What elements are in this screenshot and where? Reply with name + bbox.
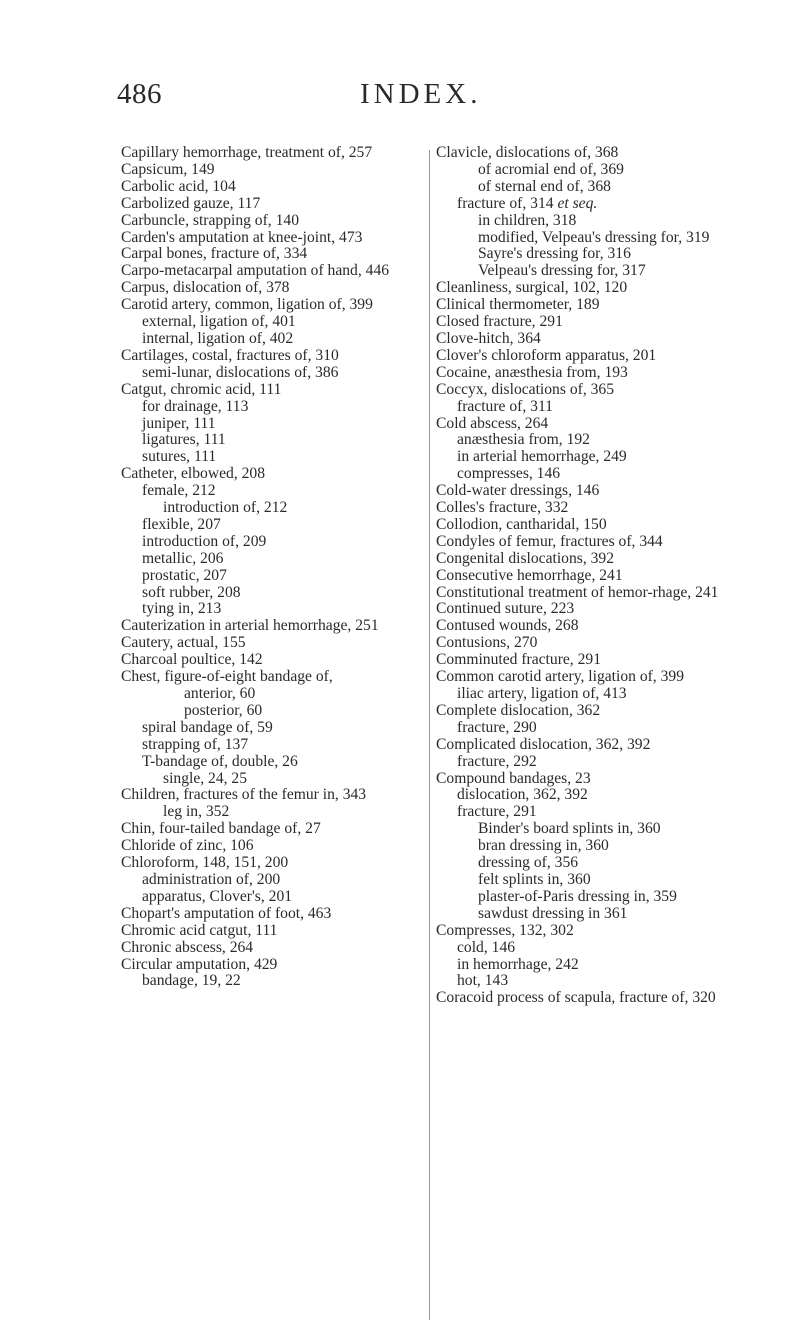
index-entry: juniper, 111 <box>142 414 216 432</box>
index-entry: Cold-water dressings, 146 <box>436 482 600 500</box>
index-entry: Chin, four-tailed bandage of, 27 <box>121 820 321 838</box>
index-entry: posterior, 60 <box>184 701 263 719</box>
index-entry: spiral bandage of, 59 <box>142 718 273 736</box>
index-entry: dressing of, 356 <box>478 854 579 872</box>
index-entry: of acromial end of, 369 <box>478 160 624 178</box>
index-entry: Charcoal poultice, 142 <box>121 651 263 669</box>
index-entry: strapping of, 137 <box>142 735 249 753</box>
index-column-left <box>121 145 426 990</box>
index-entry: plaster-of-Paris dressing in, 359 <box>478 887 677 905</box>
index-entry: fracture of, 311 <box>457 397 553 415</box>
index-entry: Velpeau's dressing for, 317 <box>478 262 646 280</box>
index-entry: administration of, 200 <box>142 870 281 888</box>
index-entry: fracture of, 314 et seq. <box>457 194 598 212</box>
index-entry: Circular amputation, 429 <box>121 955 278 973</box>
index-entry: external, ligation of, 401 <box>142 313 296 331</box>
index-entry: in hemorrhage, 242 <box>457 955 579 973</box>
index-entry: bran dressing in, 360 <box>478 837 609 855</box>
index-entry: Carpo-metacarpal amputation of hand, 446 <box>121 262 390 280</box>
index-entry: flexible, 207 <box>142 515 221 533</box>
index-entry: Complicated dislocation, 362, 392 <box>436 735 651 753</box>
index-entry: Carden's amputation at knee-joint, 473 <box>121 228 363 246</box>
index-entry: introduction of, 209 <box>142 532 267 550</box>
index-entry: ligatures, 111 <box>142 431 226 449</box>
index-entry: in arterial hemorrhage, 249 <box>457 448 627 466</box>
column-divider <box>429 150 430 1320</box>
index-entry: Catheter, elbowed, 208 <box>121 465 266 483</box>
index-entry: Clinical thermometer, 189 <box>436 296 600 314</box>
index-entry: Chronic abscess, 264 <box>121 938 254 956</box>
index-entry: bandage, 19, 22 <box>142 972 241 990</box>
index-entry: introduction of, 212 <box>163 499 288 517</box>
index-entry: felt splints in, 360 <box>478 870 591 888</box>
index-entry: Comminuted fracture, 291 <box>436 651 601 669</box>
index-entry: tying in, 213 <box>142 600 222 618</box>
index-entry: Sayre's dressing for, 316 <box>478 245 631 263</box>
index-entry: Carbolic acid, 104 <box>121 177 236 195</box>
index-entry: apparatus, Clover's, 201 <box>142 887 293 905</box>
index-entry: fracture, 292 <box>457 752 537 770</box>
index-entry: Complete dislocation, 362 <box>436 701 601 719</box>
index-entry: in children, 318 <box>478 211 577 229</box>
index-entry: Collodion, cantharidal, 150 <box>436 515 607 533</box>
page-number: 486 <box>117 78 162 110</box>
index-entry: Carbolized gauze, 117 <box>121 194 261 212</box>
index-entry: Constitutional treatment of hemor-rhage, 241 <box>436 583 719 601</box>
index-entry: Capillary hemorrhage, treatment of, 257 <box>121 144 373 161</box>
index-entry: anæsthesia from, 192 <box>457 431 590 449</box>
page-header <box>0 78 800 118</box>
index-entry: Common carotid artery, ligation of, 399 <box>436 668 684 686</box>
index-entry: Clove-hitch, 364 <box>436 329 541 347</box>
index-entry: Closed fracture, 291 <box>436 313 563 331</box>
index-entry: Cocaine, anæsthesia from, 193 <box>436 363 628 381</box>
index-entry: fracture, 290 <box>457 718 537 736</box>
index-entry: Contusions, 270 <box>436 634 538 652</box>
index-entry: Cold abscess, 264 <box>436 414 549 432</box>
index-entry: Cartilages, costal, fractures of, 310 <box>121 346 339 364</box>
index-entry: sutures, 111 <box>142 448 217 466</box>
index-entry: Consecutive hemorrhage, 241 <box>436 566 623 584</box>
index-entry: iliac artery, ligation of, 413 <box>457 685 627 702</box>
index-entry: Contused wounds, 268 <box>436 617 579 635</box>
index-entry: Catgut, chromic acid, 111 <box>121 380 282 398</box>
index-entry: dislocation, 362, 392 <box>457 786 588 804</box>
index-entry: Carpus, dislocation of, 378 <box>121 279 290 297</box>
index-entry: Chromic acid catgut, 111 <box>121 921 278 939</box>
index-entry: Capsicum, 149 <box>121 160 215 178</box>
index-entry: internal, ligation of, 402 <box>142 329 294 347</box>
index-entry: Cauterization in arterial hemorrhage, 251 <box>121 617 379 635</box>
index-entry: Clover's chloroform apparatus, 201 <box>436 346 657 364</box>
index-entry: Condyles of femur, fractures of, 344 <box>436 532 663 550</box>
index-entry: Compresses, 132, 302 <box>436 921 574 939</box>
index-entry: Chloroform, 148, 151, 200 <box>121 854 289 872</box>
running-head: INDEX. <box>360 78 482 110</box>
index-entry: Congenital dislocations, 392 <box>436 549 615 567</box>
index-entry: Chest, figure-of-eight bandage of, <box>121 668 333 686</box>
index-entry: Children, fractures of the femur in, 343 <box>121 786 367 804</box>
index-entry: T-bandage of, double, 26 <box>142 752 298 770</box>
index-entry: Chopart's amputation of foot, 463 <box>121 904 332 922</box>
index-entry: Chloride of zinc, 106 <box>121 837 254 855</box>
index-entry: Coracoid process of scapula, fracture of, 320 <box>436 989 716 1007</box>
index-entry: Clavicle, dislocations of, 368 <box>436 144 619 161</box>
index-entry: leg in, 352 <box>163 803 230 821</box>
index-entry: Carpal bones, fracture of, 334 <box>121 245 308 263</box>
index-entry: Continued suture, 223 <box>436 600 575 618</box>
index-column-right <box>436 145 732 1007</box>
index-entry: Binder's board splints in, 360 <box>478 820 661 838</box>
index-entry: Compound bandages, 23 <box>436 769 591 787</box>
index-entry: semi-lunar, dislocations of, 386 <box>142 363 339 381</box>
index-entry: female, 212 <box>142 482 216 500</box>
italic-phrase: et seq. <box>557 194 598 212</box>
index-entry: for drainage, 113 <box>142 397 249 415</box>
index-entry: single, 24, 25 <box>163 769 248 787</box>
index-entry: Coccyx, dislocations of, 365 <box>436 380 615 398</box>
index-entry: anterior, 60 <box>184 685 256 702</box>
index-entry: Carotid artery, common, ligation of, 399 <box>121 296 373 314</box>
index-entry: Carbuncle, strapping of, 140 <box>121 211 299 229</box>
index-entry: metallic, 206 <box>142 549 224 567</box>
index-entry: sawdust dressing in 361 <box>478 904 628 922</box>
index-entry: modified, Velpeau's dressing for, 319 <box>478 228 710 246</box>
index-entry: Cleanliness, surgical, 102, 120 <box>436 279 628 297</box>
index-entry: soft rubber, 208 <box>142 583 241 601</box>
index-entry: compresses, 146 <box>457 465 561 483</box>
index-entry: hot, 143 <box>457 972 509 990</box>
index-entry: cold, 146 <box>457 938 516 956</box>
index-entry: prostatic, 207 <box>142 566 227 584</box>
index-entry: of sternal end of, 368 <box>478 177 611 195</box>
index-entry: fracture, 291 <box>457 803 537 821</box>
index-entry: Cautery, actual, 155 <box>121 634 246 652</box>
index-entry: Colles's fracture, 332 <box>436 499 569 517</box>
